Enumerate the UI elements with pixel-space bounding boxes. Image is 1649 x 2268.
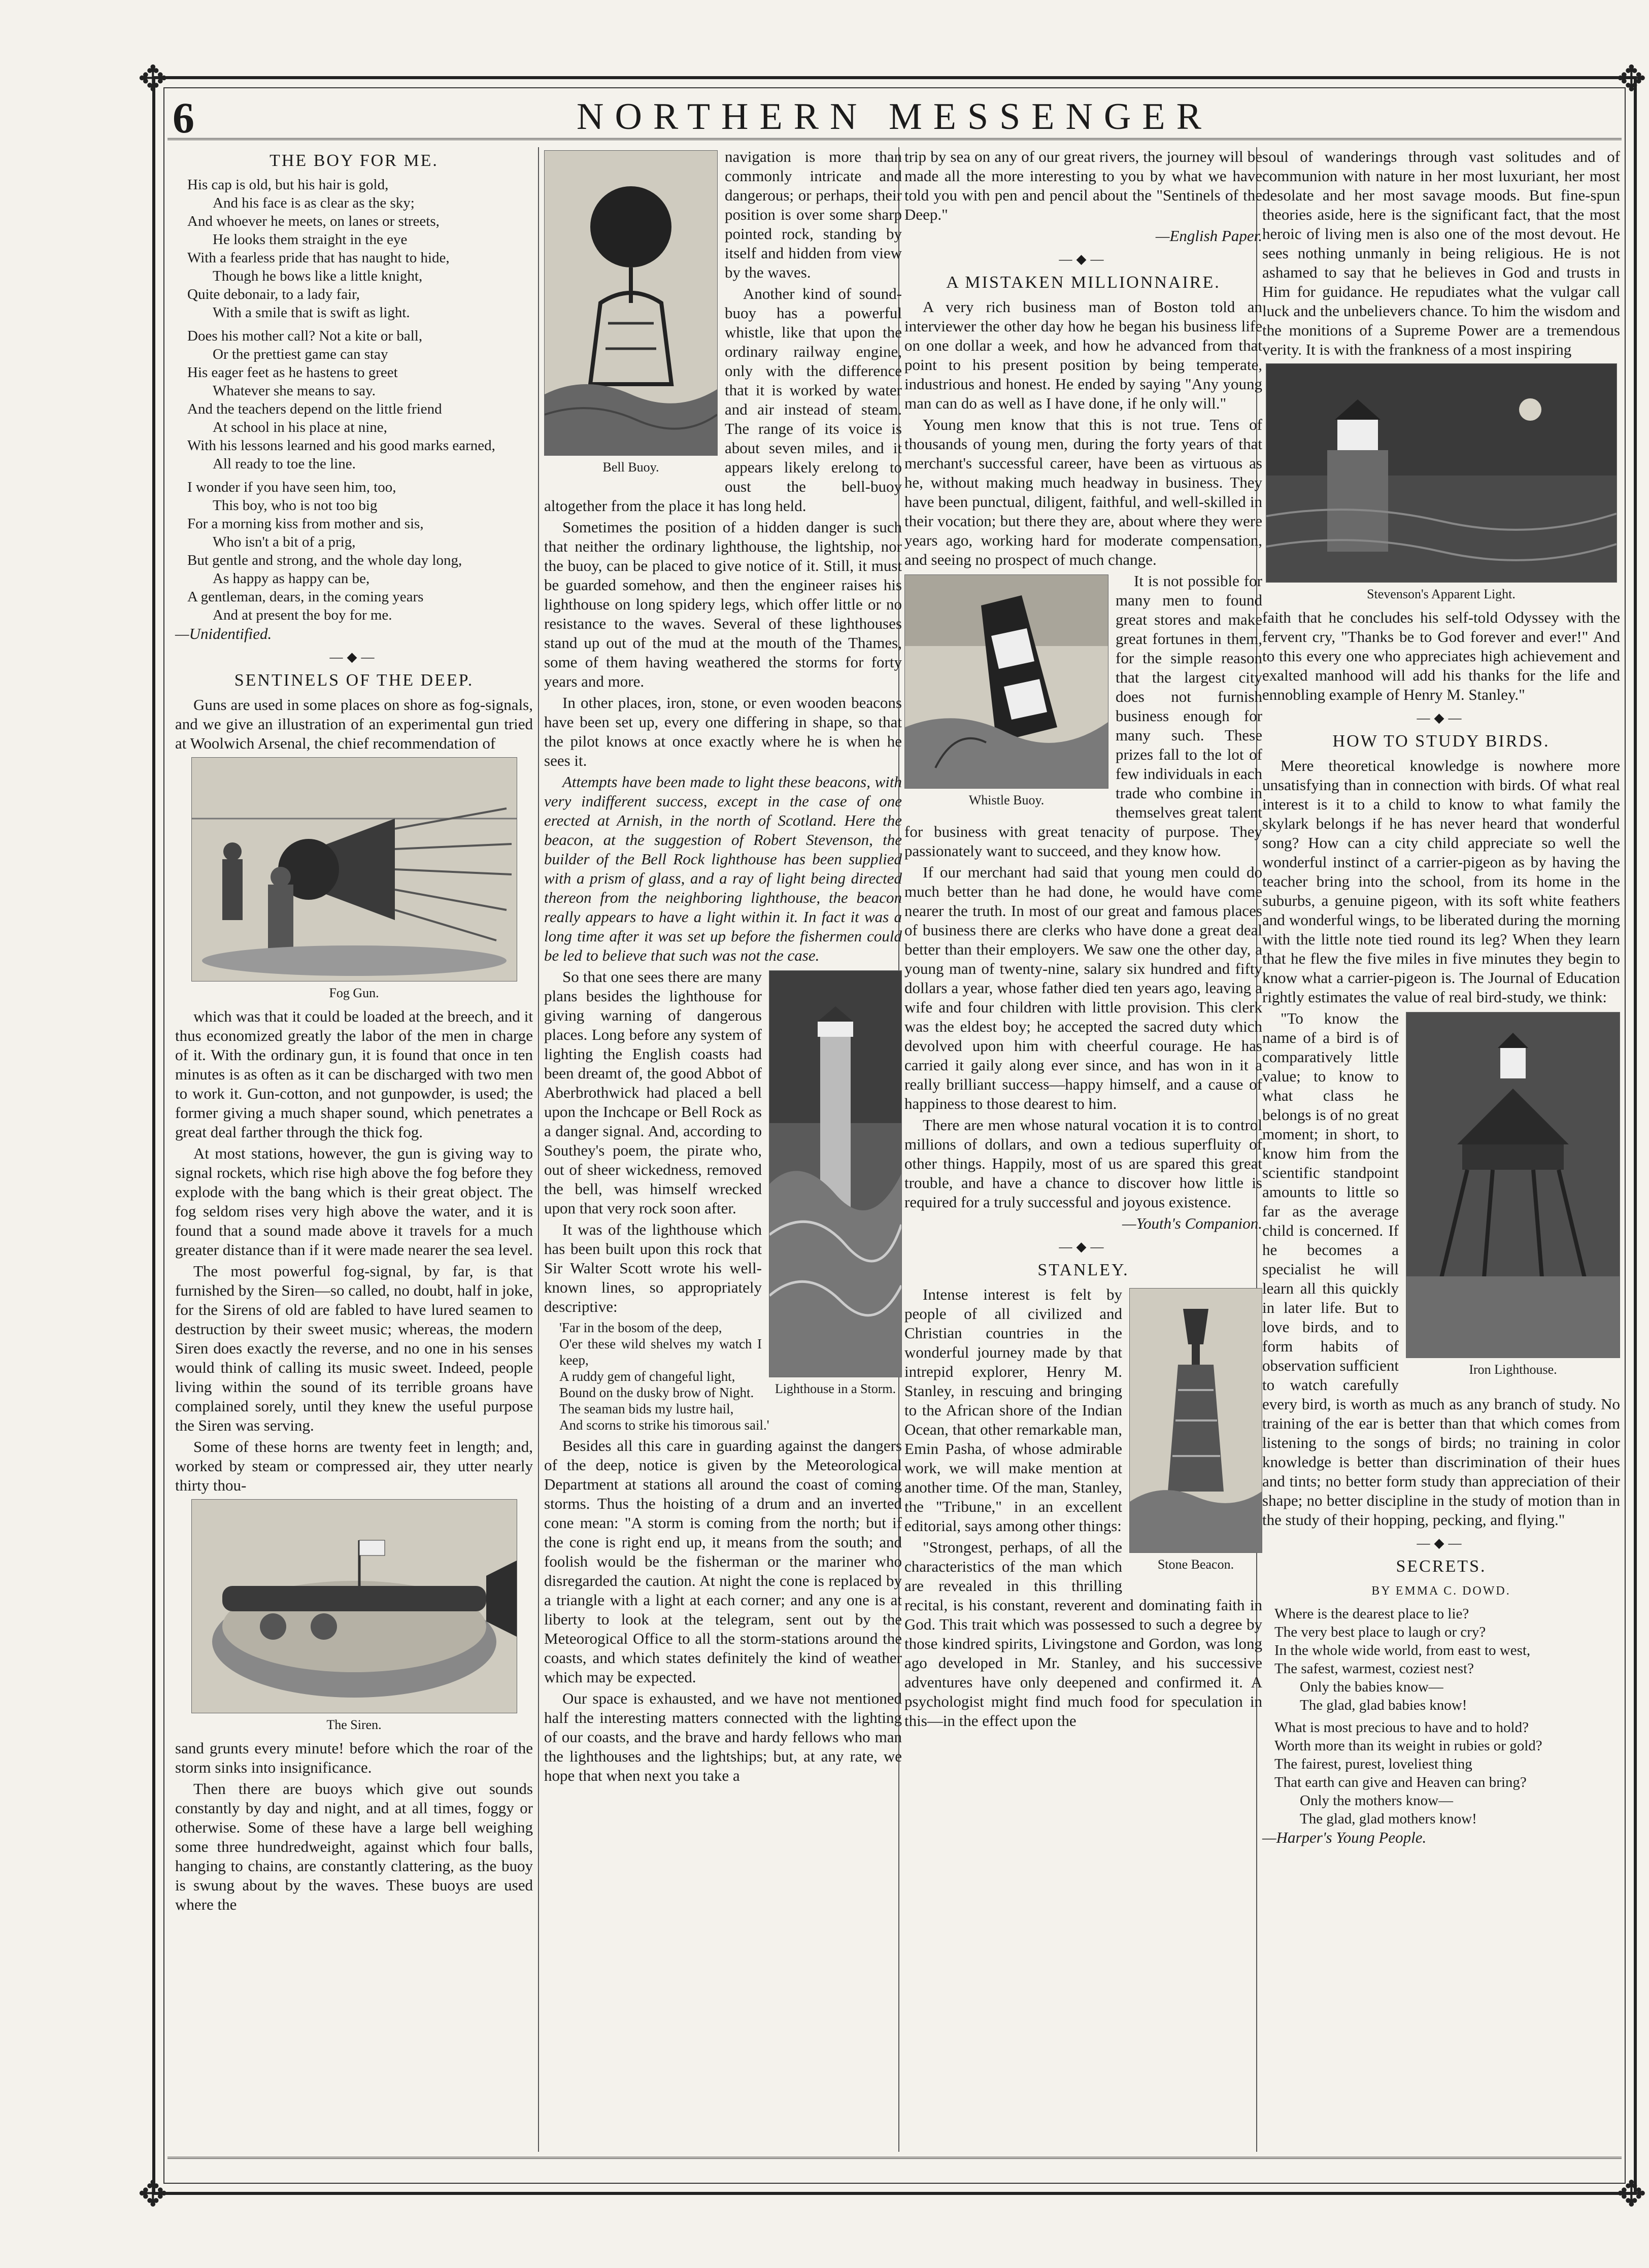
poem-line: And the teachers depend on the little friend: [187, 401, 442, 417]
corner-ornament-top-left: ✥: [138, 60, 168, 99]
poem-line: Or the prettiest game can stay: [213, 346, 388, 362]
poem-line: That earth can give and Heaven can bring?: [1274, 1774, 1527, 1790]
poem-line: With his lessons learned and his good marks earned,: [187, 437, 495, 454]
poem-line: But gentle and strong, and the whole day long,: [187, 552, 462, 568]
figure-fog-gun: [175, 757, 533, 1003]
paragraph: Sometimes the position of a hidden danger is such that neither the ordinary lighthouse, the lightship, nor the buoy, can be placed to give notice of it. Still, it must be guarded somehow, and then the engineer raises his lighthouse on long spidery legs, which offer little or no resistance to the waves. Several of these lighthouses stand up out of the mud at the mouth of the Thames, some of them having weathered the storms for forty years and more.: [544, 518, 902, 690]
poem-line: For a morning kiss from mother and sis,: [187, 516, 424, 532]
poem-line: And whoever he meets, on lanes or streets,: [187, 213, 440, 229]
figure-caption: Bell Buoy.: [602, 460, 659, 475]
article-heading-boy-for-me: THE BOY FOR ME.: [270, 151, 439, 170]
paragraph: Then there are buoys which give out sounds constantly by day and night, and at all times, foggy or otherwise. Some of these have a large bell weighing some three hundredweight, against which four balls, hanging to chains, are constantly clattering, as the buoy is swung about by the waves. These buoys are used where the: [175, 1780, 533, 1913]
paragraph: There are men whose natural vocation it is to control millions of dollars, and own a tedious superfluity of other things. Happily, most of us are spared this great trouble, and have a chance to discover how little is required for a truly successful and joyous existence.: [904, 1116, 1262, 1211]
poem-line: As happy as happy can be,: [213, 570, 370, 587]
paragraph: Our space is exhausted, and we have not mentioned half the interesting matters connected with the lighting of our coasts, and the brave and hardy fellows who man the lighthouses and the lightships; but, at any rate, we hope that when next you take a: [544, 1689, 902, 1784]
iron-lighthouse-illustration: [1406, 1012, 1620, 1358]
poem-line: Who isn't a bit of a prig,: [213, 534, 356, 550]
poem-line: The safest, warmest, coziest nest?: [1274, 1661, 1474, 1677]
quote-line: 'Far in the bosom of the deep,: [559, 1320, 722, 1335]
poem-line: Though he bows like a little knight,: [213, 268, 423, 284]
column-2: [544, 147, 902, 1787]
paragraph: Intense interest is felt by people of all civilized and Christian countries in the wonderful journey made by that intrepid explorer, Henry M. Stanley, in rescuing and bringing to the African shore of the Indian Ocean, that other remarkable man, Emin Pasha, of whose admirable work, we will make mention at another time. Of the man, Stanley, the "Tribune," in an excellent editorial, says among other things:: [904, 1285, 1122, 1535]
figure-caption: Fog Gun.: [329, 986, 379, 1000]
credit: —Harper's Young People.: [1262, 1829, 1427, 1846]
poem-line: Quite debonair, to a lady fair,: [187, 286, 360, 302]
paragraph: In other places, iron, stone, or even wooden beacons have been set up, every one differing in shape, so that the pilot knows at once exactly where he is when he sees it.: [544, 694, 902, 769]
paragraph: So that one sees there are many plans besides the lighthouse for giving warning of dangerous places. Long before any system of lighting the English coasts had been dreamt of, the good Abbot of Aberbrothwick had placed a bell upon the Inchcape or Bell Rock as a danger signal. And, according to Southey's poem, the pirate who, out of sheer wickedness, removed the bell, was himself wrecked upon that very rock soon after.: [544, 968, 762, 1217]
poem-line: The fairest, purest, loveliest thing: [1274, 1756, 1472, 1772]
poem-line: The glad, glad mothers know!: [1300, 1811, 1477, 1827]
poem-line: Only the babies know—: [1300, 1679, 1443, 1695]
paragraph: "Strongest, perhaps, of all the characteristics of the man which are revealed in this thrilling recital, is his constant, reverent and dominating faith in God. This trait which was possessed to such a degree by those kindred spirits, Livingstone and Gordon, was long ago developed in Mr. Stanley, and his successive adventures have only deepened and confirmed it. A psychologist might find much food for speculation in this—in the effect upon the: [904, 1538, 1262, 1730]
poem-line: All ready to toe the line.: [213, 456, 356, 472]
stevenson-apparent-light-illustration: [1266, 363, 1617, 583]
paragraph: soul of wanderings through vast solitudes and of communion with nature in her most luxuriant, her most desolate and her most savage moods. But fine-spun theories aside, here is the significant fact, that the most heroic of living men is also one of the most devout. He sees nothing unmanly in being religious. He is not ashamed to say that he believes in God and trusts in Him for guidance. He repudiates what the vulgar call luck and the unbelievers chance. To him the wisdom and the monitions of a Supreme Power are a tremendous verity. It is with the frankness of a most inspiring: [1262, 148, 1620, 358]
poem-line: This boy, who is not too big: [213, 497, 378, 514]
newspaper-title: NORTHERN MESSENGER: [577, 96, 1213, 138]
credit: —English Paper.: [1155, 227, 1262, 245]
figure-stone-beacon: [1129, 1288, 1262, 1574]
bottom-rule: [167, 2157, 1622, 2159]
section-divider: —◆—: [1417, 1536, 1466, 1550]
figure-bell-buoy: [544, 150, 718, 477]
paragraph: faith that he concludes his self-told Odyssey with the fervent cry, "Thanks be to God forever and ever!" And to this every one who appreciates high achievement and exalted manhood will add his thanks for the life and ennobling example of Henry M. Stanley.": [1262, 608, 1620, 703]
paragraph: Young men know that this is not true. Tens of thousands of young men, during the forty years of that merchant's successful career, have been as virtuous as he, without making much headway in business. They have been punctual, diligent, faithful, and well-skilled in their vocation; but there they are, about where they were years ago, working hard for moderate compensation, and seeing no prospect of much change.: [904, 416, 1262, 568]
poem-line: At school in his place at nine,: [213, 419, 387, 435]
article-heading-birds: HOW TO STUDY BIRDS.: [1332, 732, 1550, 751]
fog-gun-illustration: [191, 757, 517, 981]
figure-caption: The Siren.: [326, 1717, 382, 1732]
whistle-buoy-illustration: [904, 574, 1108, 789]
siren-illustration: [191, 1499, 517, 1713]
poem-line: He looks them straight in the eye: [213, 231, 408, 248]
figure-lighthouse-storm: [769, 970, 902, 1399]
poem-line: His eager feet as he hastens to greet: [187, 364, 398, 381]
poem-line: The glad, glad babies know!: [1300, 1697, 1467, 1713]
corner-ornament-bottom-right: ✥: [1617, 2175, 1646, 2214]
poem-line: A gentleman, dears, in the coming years: [187, 589, 424, 605]
poem-line: And his face is as clear as the sky;: [213, 195, 415, 211]
poem-line: Where is the dearest place to lie?: [1274, 1606, 1469, 1622]
figure-caption: Stevenson's Apparent Light.: [1367, 587, 1516, 601]
figure-caption: Stone Beacon.: [1157, 1557, 1234, 1572]
figure-caption: Iron Lighthouse.: [1469, 1362, 1557, 1377]
section-divider: —◆—: [1417, 710, 1466, 725]
poem-line: His cap is old, but his hair is gold,: [187, 177, 389, 193]
paragraph: Another kind of sound-buoy has a powerful whistle, like that upon the ordinary railway engine, only with the difference that it is worked by water and air instead of steam. The range of its voice is about seven miles, and it appears likely erelong to oust the bell-buoy altogether from the place it has long held.: [544, 285, 902, 515]
paragraph: A very rich business man of Boston told an interviewer the other day how he began his business life on one dollar a week, and how he advanced from that point to his present position by being temperate, industrious and honest. He ended by saying "Any young man can do as well as I have done, if he only will.": [904, 298, 1262, 412]
paragraph: Mere theoretical knowledge is nowhere more unsatisfying than in connection with birds. Of what real interest is it to a child to know to what family the skylark belongs if he has never heard that wonderful song? How can a city child appreciate so well the wonderful instinct of a carrier-pigeon as by having the teacher bring into the school, from its home in the suburbs, a genuine pigeon, with its soft white feathers and wonderful wings, to be liberated during the morning with the little note tied round its leg? When they learn that he flew the five miles in five minutes they begin to know what a carrier-pigeon is. The Journal of Education rightly estimates the value of real bird-study, we think:: [1262, 757, 1620, 1006]
poem-line: Whatever she means to say.: [213, 383, 376, 399]
poem-line: With a smile that is swift as light.: [213, 304, 410, 321]
paragraph: Besides all this care in guarding against the dangers of the deep, notice is given by the Meteorological Department at stations all around the coast of coming storms. Thus the hoisting of a drum and an inverted cone mean: "A storm is coming from the north; but if the cone is right end up, it means from the south; and foolish would be the fisherman or the mariner who disregarded the caution. At night the cone is replaced by a triangle with a light at each corner; and any one is at liberty to look at the telegram, sent out by the Meteorogical Office to all the storm-stations around the coasts, and which states definitely the kind of weather which may be expected.: [544, 1437, 902, 1686]
quote-line: A ruddy gem of changeful light,: [559, 1369, 735, 1384]
article-heading-stanley: STANLEY.: [1037, 1261, 1129, 1279]
paragraph: At most stations, however, the gun is giving way to signal rockets, which rise high above the fog before they explode with the bang which is their great object. The fog seldom rises very high above the water, and it is found that a sound made above it travels for a much greater distance than if it were made nearer the sea level.: [175, 1144, 533, 1259]
poem-line: Only the mothers know—: [1300, 1792, 1454, 1809]
paragraph: It was of the lighthouse which has been built upon this rock that Sir Walter Scott wrote his well-known lines, so appropriately descriptive:: [544, 1221, 762, 1315]
byline: BY EMMA C. DOWD.: [1371, 1584, 1511, 1598]
poem-line: The very best place to laugh or cry?: [1274, 1624, 1486, 1640]
poem-line: And at present the boy for me.: [213, 607, 392, 623]
column-4: [1262, 147, 1620, 1847]
figure-caption: Whistle Buoy.: [968, 793, 1045, 807]
column-1: [175, 147, 533, 1916]
section-divider: —◆—: [1059, 252, 1108, 266]
column-rule: [538, 147, 539, 2152]
stone-beacon-illustration: [1129, 1288, 1262, 1553]
paragraph: Attempts have been made to light these beacons, with very indifferent success, except in the case of one erected at Arnish, in the north of Scotland. Here the beacon, at the suggestion of Robert Stevenson, the builder of the Bell Rock lighthouse has been supplied with a prism of glass, and a ray of light being directed thereon from the neighboring lighthouse, the beacon really appears to have a light within it. In fact it was a long time after it was set up before the fishermen could be led to believe that such was not the case.: [544, 773, 902, 964]
column-3: [904, 147, 1262, 1733]
poem-line: What is most precious to have and to hold?: [1274, 1719, 1529, 1736]
section-divider: —◆—: [1059, 1239, 1108, 1254]
masthead: [167, 91, 1622, 140]
poem-line: Does his mother call? Not a kite or ball,: [187, 328, 423, 344]
bell-buoy-illustration: [544, 150, 718, 456]
credit: —Unidentified.: [175, 625, 272, 642]
paragraph: trip by sea on any of our great rivers, the journey will be made all the more interesting to you by what we have told you with pen and pencil about the "Sentinels of the Deep.": [904, 148, 1262, 223]
article-heading-millionaire: A MISTAKEN MILLIONNAIRE.: [946, 273, 1221, 292]
corner-ornament-bottom-left: ✥: [138, 2175, 168, 2214]
poem-boy-for-me: [187, 176, 533, 624]
paragraph: Some of these horns are twenty feet in length; and, worked by steam or compressed air, they utter nearly thirty thou-: [175, 1438, 533, 1494]
quote-line: O'er these wild shelves my watch I keep,: [559, 1336, 762, 1368]
paragraph: It is not possible for many men to found great stores and make great fortunes in them, for the simple reason that the largest city does not furnish business enough for many such. These prizes fall to the lot of few individuals in each trade who combine in themselves great talent for business with great tenacity of purpose. They passionately want to succeed, and they know how.: [904, 572, 1262, 860]
figure-caption: Lighthouse in a Storm.: [775, 1381, 896, 1396]
quote-line: Bound on the dusky brow of Night.: [559, 1385, 754, 1400]
quote-line: The seaman bids my lustre hail,: [559, 1401, 734, 1416]
lighthouse-in-storm-illustration: [769, 970, 902, 1377]
paragraph: navigation is more than commonly intricate and dangerous; or perhaps, their position is over some sharp pointed rock, standing by itself and hidden from view by the waves.: [725, 148, 902, 281]
figure-whistle-buoy: [904, 574, 1108, 810]
corner-ornament-top-right: ✥: [1617, 60, 1646, 99]
figure-stevenson-light: [1262, 363, 1620, 604]
figure-siren: [175, 1499, 533, 1735]
paragraph: "To know the name of a bird is of comparatively little value; to know to what class he belongs is of no great moment; in short, to know him from the scientific standpoint amounts to little so far as the average child is concerned. If he becomes a specialist he will learn all this quickly in later life. But to love birds, and to form habits of observation sufficient to watch carefully every bird, is worth as much as any branch of study. No training of the ear is better than that which comes from listening to the songs of birds; no training in color knowledge is better than discrimination of their hues and tints; no better form study than appreciation of their shape; no better discipline in the study of motion than in the study of their hopping, pecking, and flying.": [1262, 1009, 1620, 1529]
paragraph: sand grunts every minute! before which the roar of the storm sinks into insignificance.: [175, 1739, 533, 1776]
page-number: 6: [173, 93, 194, 142]
poem-line: Worth more than its weight in rubies or gold?: [1274, 1738, 1542, 1754]
credit: —Youth's Companion.: [1122, 1214, 1262, 1232]
figure-iron-lighthouse: [1406, 1012, 1620, 1379]
paragraph: Guns are used in some places on shore as fog-signals, and we give an illustration of an experimental gun tried at Woolwich Arsenal, the chief recommendation of: [175, 696, 533, 752]
paragraph: which was that it could be loaded at the breech, and it thus economized greatly the labor of the men in charge of it. With the ordinary gun, it is found that once in ten minutes is as often as it can be discharged with two men to work it. Gun-cotton, and not gunpowder, is used; the former giving a much shaper sound, which penetrates a great deal farther through the thick fog.: [175, 1007, 533, 1141]
article-heading-secrets: SECRETS.: [1396, 1557, 1487, 1576]
paragraph: If our merchant had said that young men could do much better than he had done, he would have come nearer the truth. In most of our great and famous places of business there are clerks who have done a great deal better than their employers. We saw one the other day, a young man of twenty-nine, salary six hundred and fifty dollars a year, whose father died ten years ago, leaving a wife and four children with little provision. This clerk was the eldest boy; he accepted the sacred duty which devolved upon him with cheerful courage. He has carried it gaily along ever since, and has won in it a really brilliant success—happy himself, and a cause of happiness to those dearest to him.: [904, 863, 1262, 1112]
poem-line: I wonder if you have seen him, too,: [187, 479, 396, 495]
poem-line: In the whole wide world, from east to west,: [1274, 1642, 1531, 1658]
paragraph: The most powerful fog-signal, by far, is that furnished by the Siren—so called, no doubt, half in joke, for the Sirens of old are fabled to have lured seamen to destruction by their sweet music; whereas, the modern Siren does exactly the reverse, and no one in his senses would think of calling its music sweet. Indeed, people living within the sound of its terrible groans have complained sorely, until they knew the useful purpose the Siren was serving.: [175, 1262, 533, 1434]
poem-line: With a fearless pride that has naught to hide,: [187, 250, 450, 266]
section-divider: —◆—: [329, 650, 379, 664]
quote-line: And scorns to strike his timorous sail.': [559, 1417, 769, 1433]
poem-secrets: [1274, 1605, 1620, 1828]
article-heading-sentinels: SENTINELS OF THE DEEP.: [234, 671, 474, 690]
